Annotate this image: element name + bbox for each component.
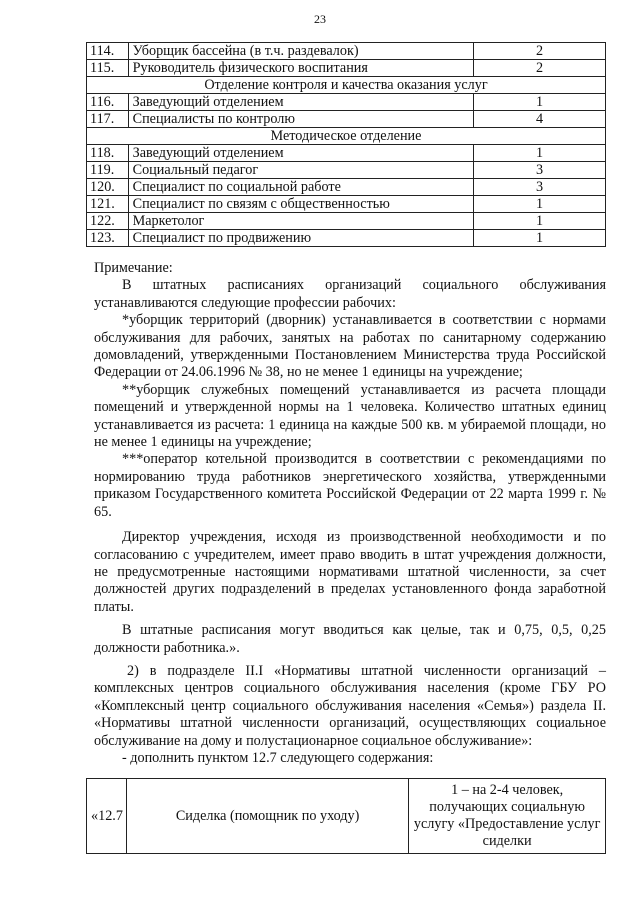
note-block [94, 260, 606, 767]
staff-count: 3 [474, 179, 606, 196]
staff-count: 1 [474, 196, 606, 213]
note-paragraph-boiler-operator: ***оператор котельной производится в соответствии с рекомендациями по нормированию труда работников энергетического хозяйства, утвержденными приказом Государственного комитета Российской Федерации от 22 марта 1999 г. № 65. [94, 451, 606, 520]
row-number: 120. [87, 179, 129, 196]
table-row [87, 145, 606, 162]
position-name: Заведующий отделением [128, 145, 474, 162]
table-row [87, 60, 606, 77]
row-number: 121. [87, 196, 129, 213]
section-header-row [87, 128, 606, 145]
row-number: 115. [87, 60, 129, 77]
table-row [87, 230, 606, 247]
note-paragraph-add-item: - дополнить пунктом 12.7 следующего содержания: [122, 749, 434, 766]
position-name: Руководитель физического воспитания [128, 60, 474, 77]
section-title: Отделение контроля и качества оказания услуг [87, 77, 606, 94]
note-paragraph-cleaner: **уборщик служебных помещений устанавливается из расчета площади помещений и утвержденной нормы на 1 человека. Количество штатных единиц устанавливается из расчета: 1 единица на каждые 500 кв. м убираемой площади, но не менее 1 единицы на учреждение; [94, 381, 606, 451]
table-row [87, 213, 606, 230]
note-paragraph-janitor: *уборщик территорий (дворник) устанавливается в соответствии с нормами обслуживания для рабочих, занятых на работах по санитарному содержанию домовладений, утвержденными Постановлением Министерства труда Российской Федерации от 24.06.1996 № 38, но не менее 1 единицы на учреждение; [94, 312, 606, 381]
staff-count: 3 [474, 162, 606, 179]
note-paragraph-director: Директор учреждения, исходя из производственной необходимости и по согласованию с учредителем, имеет право вводить в штат учреждения должности, не предусмотренные настоящими нормативами штатной численности, за счет должностей других подразделений в пределах установленного фонда заработной платы. [94, 529, 606, 615]
staff-table-body [87, 43, 606, 247]
staff-count: 1 [474, 145, 606, 162]
addon-condition: 1 – на 2-4 человек, получающих социальную услугу «Предоставление услуг сиделки [409, 779, 606, 854]
table-row [87, 196, 606, 213]
position-name: Заведующий отделением [128, 94, 474, 111]
section-header-row [87, 77, 606, 94]
position-name: Специалист по связям с общественностью [128, 196, 474, 213]
position-name: Специалист по социальной работе [128, 179, 474, 196]
table-row [87, 43, 606, 60]
position-name: Уборщик бассейна (в т.ч. раздевалок) [128, 43, 474, 60]
section-title: Методическое отделение [87, 128, 606, 145]
table-row [87, 111, 606, 128]
row-number: 118. [87, 145, 129, 162]
row-number: 114. [87, 43, 129, 60]
table-row [87, 162, 606, 179]
row-number: 117. [87, 111, 129, 128]
position-name: Специалист по продвижению [128, 230, 474, 247]
note-heading: Примечание: [94, 260, 173, 276]
staff-count: 1 [474, 94, 606, 111]
addon-table [86, 778, 606, 854]
position-name: Специалисты по контролю [128, 111, 474, 128]
staff-count: 1 [474, 213, 606, 230]
staff-count: 1 [474, 230, 606, 247]
position-name: Социальный педагог [128, 162, 474, 179]
table-row [87, 179, 606, 196]
note-paragraph-intro: В штатных расписаниях организаций социального обслуживания устанавливаются следующие профессии рабочих: [94, 277, 606, 311]
row-number: 116. [87, 94, 129, 111]
staff-count: 2 [474, 60, 606, 77]
staff-count: 4 [474, 111, 606, 128]
note-paragraph-positions: В штатные расписания могут вводиться как целые, так и 0,75, 0,5, 0,25 должности работника.». [94, 622, 606, 656]
row-number: 119. [87, 162, 129, 179]
table-row [87, 94, 606, 111]
row-number: 122. [87, 213, 129, 230]
staff-count: 2 [474, 43, 606, 60]
staff-table [86, 42, 606, 247]
row-number: 123. [87, 230, 129, 247]
position-name: Маркетолог [128, 213, 474, 230]
addon-number: «12.7 [87, 779, 127, 854]
note-paragraph-subsection: 2) в подразделе II.I «Нормативы штатной численности организаций – комплексных центров социального обслуживания населения (кроме ГБУ РО «Комплексный центр социального обслуживания населения «Семья») раздела II. «Нормативы штатной численности организаций, осуществляющих социальное обслуживание на дому и полустационарное социальное обслуживание»: [94, 662, 606, 749]
addon-row [87, 779, 606, 854]
page-number: 23 [314, 12, 326, 26]
addon-position: Сиделка (помощник по уходу) [126, 779, 408, 854]
